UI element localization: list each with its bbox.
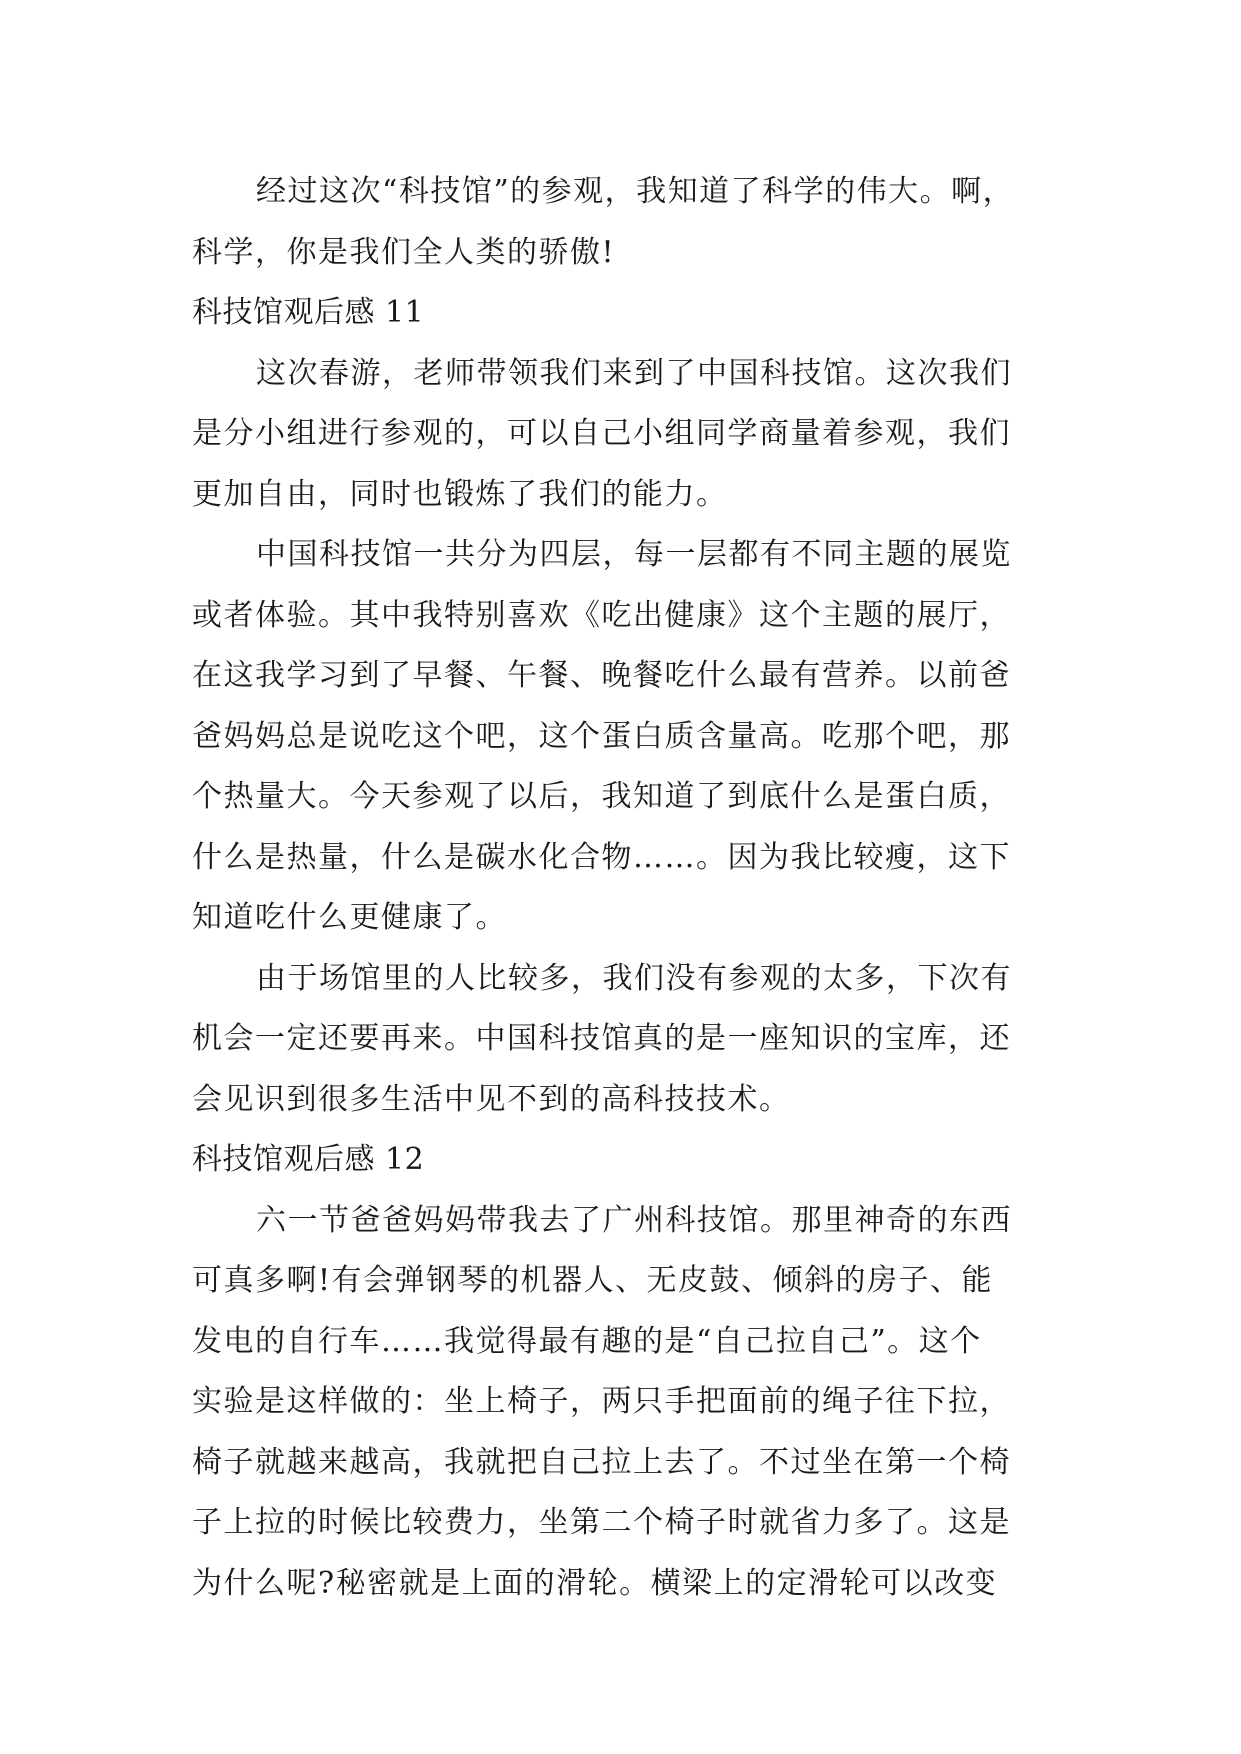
section-heading: 科技馆观后感 11 [192, 295, 425, 330]
text-line: 更加自由，同时也锻炼了我们的能力。 [192, 476, 728, 512]
text-line: 或者体验。其中我特别喜欢《吃出健康》这个主题的展厅， [192, 597, 1011, 633]
text-line: 个热量大。今天参观了以后，我知道了到底什么是蛋白质， [192, 779, 1011, 814]
text-line: 知道吃什么更健康了。 [192, 900, 507, 935]
document-body [192, 162, 1052, 1614]
text-line: 是分小组进行参观的，可以自己小组同学商量着参观，我们 [192, 416, 1011, 451]
text-line: 发电的自行车……我觉得最有趣的是“自己拉自己”。这个 [192, 1323, 982, 1359]
section-heading: 科技馆观后感 12 [192, 1142, 425, 1177]
text-line: 由于场馆里的人比较多，我们没有参观的太多，下次有 [256, 960, 1012, 996]
text-line: 为什么呢?秘密就是上面的滑轮。横梁上的定滑轮可以改变 [192, 1565, 998, 1601]
text-line: 什么是热量，什么是碳水化合物……。因为我比较瘦，这下 [192, 839, 1011, 875]
text-line: 爸妈妈总是说吃这个吧，这个蛋白质含量高。吃那个吧，那 [192, 718, 1011, 754]
text-line: 经过这次“科技馆”的参观，我知道了科学的伟大。啊， [256, 174, 1015, 209]
text-line: 椅子就越来越高，我就把自己拉上去了。不过坐在第一个椅 [192, 1444, 1011, 1480]
text-line: 可真多啊!有会弹钢琴的机器人、无皮鼓、倾斜的房子、能 [192, 1263, 994, 1298]
text-line: 实验是这样做的：坐上椅子，两只手把面前的绳子往下拉， [192, 1384, 1011, 1419]
text-line: 机会一定还要再来。中国科技馆真的是一座知识的宝库，还 [192, 1021, 1011, 1056]
text-line: 会见识到很多生活中见不到的高科技技术。 [192, 1081, 791, 1117]
text-line: 在这我学习到了早餐、午餐、晚餐吃什么最有营养。以前爸 [192, 658, 1011, 693]
text-line: 科学，你是我们全人类的骄傲! [192, 234, 616, 270]
text-line: 六一节爸爸妈妈带我去了广州科技馆。那里神奇的东西 [256, 1202, 1012, 1238]
text-line: 子上拉的时候比较费力，坐第二个椅子时就省力多了。这是 [192, 1505, 1011, 1540]
text-line: 中国科技馆一共分为四层，每一层都有不同主题的展览 [256, 537, 1012, 572]
text-line: 这次春游，老师带领我们来到了中国科技馆。这次我们 [256, 355, 1012, 391]
